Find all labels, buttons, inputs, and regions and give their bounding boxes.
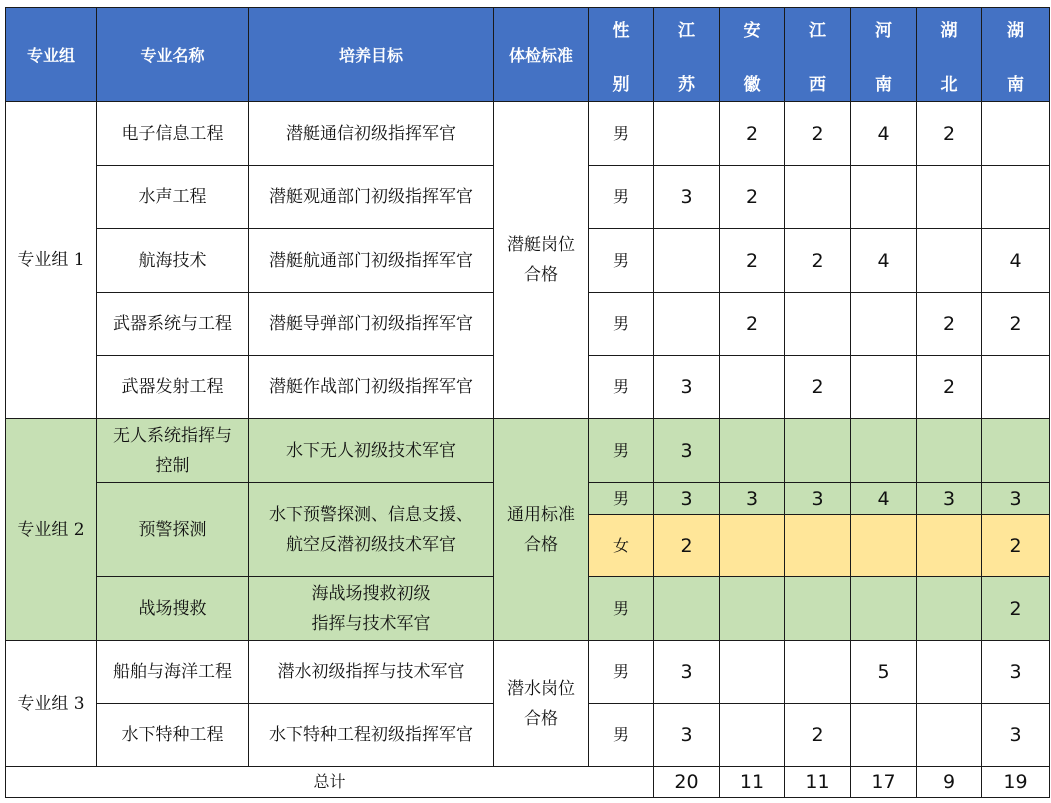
- value-cell: 3: [785, 483, 851, 515]
- value-cell: [851, 515, 917, 577]
- header-row: [6, 8, 1050, 102]
- header-group: 专业组: [6, 8, 97, 102]
- value-cell: 3: [654, 356, 720, 419]
- value-cell: [720, 704, 785, 767]
- value-cell: [720, 515, 785, 577]
- value-cell: 3: [654, 419, 720, 483]
- value-cell: 2: [720, 229, 785, 293]
- value-cell: 2: [982, 293, 1050, 356]
- value-cell: [917, 515, 982, 577]
- value-cell: [982, 166, 1050, 229]
- total-value: 11: [785, 767, 851, 798]
- value-cell: 2: [720, 102, 785, 166]
- value-cell: [720, 577, 785, 641]
- group-cell: 专业组 3: [6, 641, 97, 767]
- value-cell: [654, 577, 720, 641]
- total-label: 总计: [6, 767, 654, 798]
- goal-cell: 水下预警探测、信息支援、 航空反潜初级技术军官: [249, 483, 494, 577]
- value-cell: [851, 419, 917, 483]
- major-cell: 战场搜救: [97, 577, 249, 641]
- value-cell: [785, 419, 851, 483]
- value-cell: 3: [917, 483, 982, 515]
- gender-cell: 女: [589, 515, 654, 577]
- gender-cell: 男: [589, 483, 654, 515]
- standard-cell: 通用标准 合格: [494, 419, 589, 641]
- value-cell: 2: [917, 293, 982, 356]
- value-cell: 3: [982, 641, 1050, 704]
- major-cell: 无人系统指挥与 控制: [97, 419, 249, 483]
- value-cell: 2: [917, 102, 982, 166]
- goal-cell: 潜艇通信初级指挥军官: [249, 102, 494, 166]
- table-row: [6, 641, 1050, 704]
- header-gender: 性 别: [589, 8, 654, 102]
- value-cell: [654, 293, 720, 356]
- value-cell: [785, 641, 851, 704]
- goal-cell: 潜艇作战部门初级指挥军官: [249, 356, 494, 419]
- header-goal: 培养目标: [249, 8, 494, 102]
- goal-cell: 海战场搜救初级 指挥与技术军官: [249, 577, 494, 641]
- value-cell: 3: [654, 704, 720, 767]
- enrollment-table-sheet: [5, 7, 1049, 800]
- value-cell: [851, 166, 917, 229]
- total-value: 9: [917, 767, 982, 798]
- value-cell: [917, 229, 982, 293]
- value-cell: [982, 102, 1050, 166]
- value-cell: 2: [720, 293, 785, 356]
- header-province-hubei: 湖 北: [917, 8, 982, 102]
- header-standard: 体检标准: [494, 8, 589, 102]
- value-cell: [982, 356, 1050, 419]
- value-cell: 2: [785, 356, 851, 419]
- major-cell: 水声工程: [97, 166, 249, 229]
- major-cell: 电子信息工程: [97, 102, 249, 166]
- header-province-jiangsu: 江 苏: [654, 8, 720, 102]
- value-cell: 4: [851, 229, 917, 293]
- value-cell: [851, 293, 917, 356]
- major-cell: 武器发射工程: [97, 356, 249, 419]
- gender-cell: 男: [589, 102, 654, 166]
- value-cell: 2: [982, 577, 1050, 641]
- value-cell: [982, 419, 1050, 483]
- goal-cell: 潜艇观通部门初级指挥军官: [249, 166, 494, 229]
- total-value: 19: [982, 767, 1050, 798]
- gender-cell: 男: [589, 704, 654, 767]
- value-cell: [917, 704, 982, 767]
- value-cell: [720, 356, 785, 419]
- value-cell: 4: [851, 102, 917, 166]
- value-cell: 3: [982, 483, 1050, 515]
- value-cell: 4: [982, 229, 1050, 293]
- standard-cell: 潜艇岗位 合格: [494, 102, 589, 419]
- gender-cell: 男: [589, 577, 654, 641]
- goal-cell: 潜艇航通部门初级指挥军官: [249, 229, 494, 293]
- value-cell: 3: [654, 483, 720, 515]
- value-cell: [720, 641, 785, 704]
- value-cell: 3: [720, 483, 785, 515]
- total-value: 11: [720, 767, 785, 798]
- gender-cell: 男: [589, 229, 654, 293]
- value-cell: [917, 166, 982, 229]
- total-value: 17: [851, 767, 917, 798]
- value-cell: [917, 419, 982, 483]
- goal-cell: 水下特种工程初级指挥军官: [249, 704, 494, 767]
- value-cell: 3: [654, 641, 720, 704]
- gender-cell: 男: [589, 293, 654, 356]
- value-cell: 2: [982, 515, 1050, 577]
- group-cell: 专业组 2: [6, 419, 97, 641]
- enrollment-table: [5, 7, 1050, 798]
- header-province-hunan: 湖 南: [982, 8, 1050, 102]
- total-value: 20: [654, 767, 720, 798]
- value-cell: [851, 577, 917, 641]
- goal-cell: 潜水初级指挥与技术军官: [249, 641, 494, 704]
- value-cell: 2: [785, 229, 851, 293]
- group-cell: 专业组 1: [6, 102, 97, 419]
- value-cell: [917, 641, 982, 704]
- major-cell: 武器系统与工程: [97, 293, 249, 356]
- value-cell: [720, 419, 785, 483]
- value-cell: 2: [785, 704, 851, 767]
- value-cell: [785, 515, 851, 577]
- value-cell: 2: [720, 166, 785, 229]
- value-cell: [785, 577, 851, 641]
- header-province-jiangxi: 江 西: [785, 8, 851, 102]
- standard-cell: 潜水岗位 合格: [494, 641, 589, 767]
- header-province-henan: 河 南: [851, 8, 917, 102]
- value-cell: 2: [785, 102, 851, 166]
- value-cell: 5: [851, 641, 917, 704]
- value-cell: 2: [654, 515, 720, 577]
- value-cell: [785, 166, 851, 229]
- table-row: [6, 102, 1050, 166]
- value-cell: 3: [654, 166, 720, 229]
- gender-cell: 男: [589, 641, 654, 704]
- table-row: [6, 419, 1050, 483]
- major-cell: 水下特种工程: [97, 704, 249, 767]
- header-province-anhui: 安 徽: [720, 8, 785, 102]
- value-cell: [654, 102, 720, 166]
- value-cell: [785, 293, 851, 356]
- header-major: 专业名称: [97, 8, 249, 102]
- value-cell: 3: [982, 704, 1050, 767]
- gender-cell: 男: [589, 166, 654, 229]
- goal-cell: 潜艇导弹部门初级指挥军官: [249, 293, 494, 356]
- value-cell: [851, 704, 917, 767]
- value-cell: [654, 229, 720, 293]
- value-cell: [917, 577, 982, 641]
- total-row: [6, 767, 1050, 798]
- gender-cell: 男: [589, 356, 654, 419]
- goal-cell: 水下无人初级技术军官: [249, 419, 494, 483]
- gender-cell: 男: [589, 419, 654, 483]
- value-cell: [851, 356, 917, 419]
- major-cell: 船舶与海洋工程: [97, 641, 249, 704]
- value-cell: 2: [917, 356, 982, 419]
- major-cell: 预警探测: [97, 483, 249, 577]
- major-cell: 航海技术: [97, 229, 249, 293]
- value-cell: 4: [851, 483, 917, 515]
